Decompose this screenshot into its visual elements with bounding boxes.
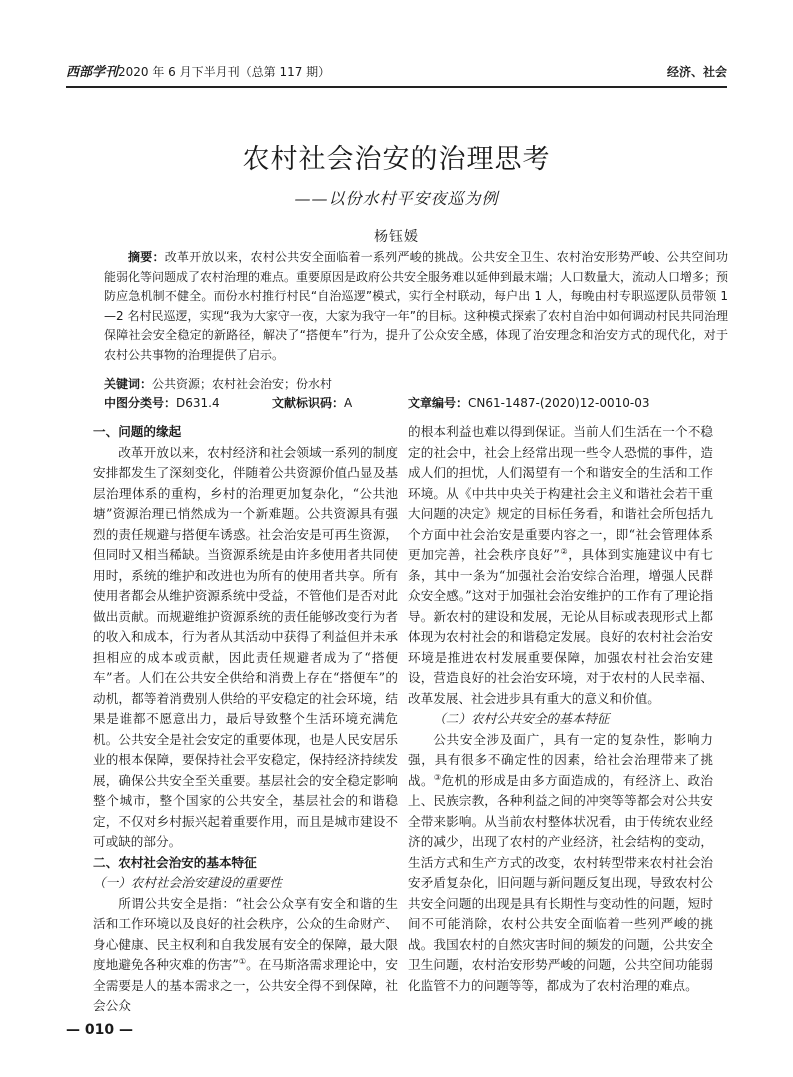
abstract: [104, 248, 728, 366]
article-no-label: 文章编号：: [408, 396, 469, 410]
paragraph-2: [93, 894, 398, 1017]
footnote-ref-2[interactable]: ②: [559, 546, 569, 556]
paragraph-4-part-b: 危机的形成是由多方面造成的，有经济上、政治上、民族宗教，各种利益之间的冲突等等都会对公共安全带来影响。从当前农村整体状况看，由于传统农业经济的减少，出现了农村的产业经济，社会结构的变动，生活方式和生产方式的改变，农村转型带来农村社会治安矛盾复杂化，旧问题与新问题反复出现，导致农村公共安全问题的出现是具有长期性与变动性的问题，短时间不可能消除，农村公共安全面临着一些列严峻的挑战。我国农村的自然灾害时间的频发的问题，公共安全卫生问题，农村治安形势严峻的问题，公共空间功能弱化监管不力的问题等等，都成为了农村治理的难点。: [408, 772, 714, 993]
right-column: [408, 422, 713, 996]
paragraph-1: 改革开放以来，农村经济和社会领域一系列的制度安排都发生了深刻变化，伴随着公共资源价值凸显及基层治理体系的重构，乡村的治理更加复杂化，“公共池塘”资源治理已悄然成为一个新难题。公共资源具有强烈的责任规避与搭便车诱惑。社会治安是可再生资源，但同时又相当稀缺。当资源系统是由许多使用者共同使用时，系统的维护和改进也为所有的使用者共享。所有使用者都会从维护资源系统中受益，不管他们是否对此做出贡献。而规避维护资源系统的责任能够改变行为者的收入和成本，行为者从其活动中获得了利益但并未承担相应的成本或贡献，因此责任规避者成为了“搭便车”者。人们在公共安全供给和消费上存在“搭便车”的动机，都等着消费别人供给的平安稳定的社会环境，结果是谁都不愿意出力，最后导致整个生活环境充满危机。公共安全是社会安定的重要体现，也是人民安居乐业的根本保障，要保持社会平安稳定，保持经济持续发展，确保公共安全至关重要。基层社会的安全稳定影响整个城市，整个国家的公共安全，基层社会的和谐稳定，不仅对乡村振兴起着重要作用，而且是城市建设不可或缺的部分。: [93, 444, 398, 849]
clc-value: D631.4: [176, 396, 220, 410]
paragraph-3-part-a: 的根本利益也难以得到保证。当前人们生活在一个不稳定的社会中，社会上经常出现一些令人恐慌的事件，造成人们的担忧，人们渴望有一个和谐安全的生活和工作环境。从《中共中央关于构建社会主义和谐社会若干重大问题的决定》规定的目标任务看，和谐社会所包括九个方面中社会治安是重要内容之一，即“社会管理体系更加完善，社会秩序良好”: [408, 424, 713, 562]
document-code: [272, 394, 352, 411]
abstract-text: 改革开放以来，农村公共安全面临着一系列严峻的挑战。公共安全卫生、农村治安形势严峻、公共空间功能弱化等问题成了农村治理的难点。重要原因是政府公共安全服务难以延伸到最末端；人口数量大，流动人口增多；预防应急机制不健全。而份水村推行村民“自治巡逻”模式，实行全村联动，每户出 1 人，每晚由村专职巡逻队员带领 1—2 名村民巡逻，实现“我为大家守一夜，大家为我守一年”的目标。这种模式探索了农村自治中如何调动村民共同治理保障社会安全稳定的新路径，解决了“搭便车”行为，提升了公众安全感，体现了治安理念和治安方式的现代化，对于农村公共事物的治理提供了启示。: [104, 250, 729, 362]
keywords-label: 关键词：: [104, 377, 153, 391]
left-column: [93, 422, 398, 1017]
doc-code-label: 文献标识码：: [272, 396, 345, 410]
paragraph-3-part-b: ，具体到实施建议中有七条，其中一条为“加强社会治安综合治理，增强人民群众安全感。”这对于加强社会治安维护的工作有了理论指导。新农村的建设和发展，无论从目标或表现形式上都体现为农村社会的和谐稳定发展。良好的农村社会治安环境是推进农村发展重要保障，加强农村社会治安建设，营造良好的社会治安环境，对于农村的人民幸福、改革发展、社会进步具有重大的意义和价值。: [408, 547, 714, 706]
article-subtitle: ——以份水村平安夜巡为例: [294, 189, 499, 208]
paragraph-2-part-a: 所谓公共安全是指：“社会公众享有安全和谐的生活和工作环境以及良好的社会秩序，公众的生命财产、身心健康、民主权利和自我发展有安全的保障，最大限度地避免各种灾难的伤害”: [93, 895, 398, 972]
section-heading-1: 一、问题的缘起: [93, 424, 182, 439]
doc-code-value: A: [344, 396, 353, 410]
paragraph-2-part-b: 。在马斯洛需求理论中，安全需要是人的基本需求之一，公共安全得不到保障，社会公众: [93, 957, 399, 1013]
article-title: 农村社会治安的治理思考: [242, 144, 551, 175]
paragraph-3: [408, 422, 713, 709]
section-name: 经济、社会: [666, 65, 727, 79]
section-heading-2: 二、农村社会治安的基本特征: [93, 854, 257, 870]
journal-logo: 西部学刊: [66, 65, 119, 80]
clc-number: [104, 394, 220, 411]
issue-info: 2020 年 6 月下半月刊（总第 117 期）: [118, 65, 331, 79]
abstract-label: 摘要：: [128, 250, 165, 264]
paragraph-4-part-a: 公共安全涉及面广，具有一定的复杂性，影响力强，具有很多不确定性的因素，给社会治理带来了挑战。: [408, 731, 713, 788]
paragraph-4: [408, 730, 713, 997]
running-header: [66, 58, 727, 88]
subsection-heading-2-2: （二）农村公共安全的基本特征: [433, 711, 610, 726]
article-author: 杨钰媛: [374, 229, 419, 245]
footnote-ref-1[interactable]: ①: [238, 956, 247, 966]
header-left: [66, 61, 330, 80]
keywords: [104, 375, 332, 392]
article-number: [408, 394, 649, 411]
keywords-value: 公共资源；农村社会治安；份水村: [152, 377, 333, 391]
subsection-heading-2-1: （一）农村社会治安建设的重要性: [93, 875, 282, 890]
footnote-ref-3[interactable]: ③: [433, 772, 442, 782]
clc-label: 中图分类号：: [104, 396, 177, 410]
page-number: — 010 —: [66, 1022, 133, 1038]
article-no-value: CN61-1487-(2020)12-0010-03: [468, 396, 650, 410]
